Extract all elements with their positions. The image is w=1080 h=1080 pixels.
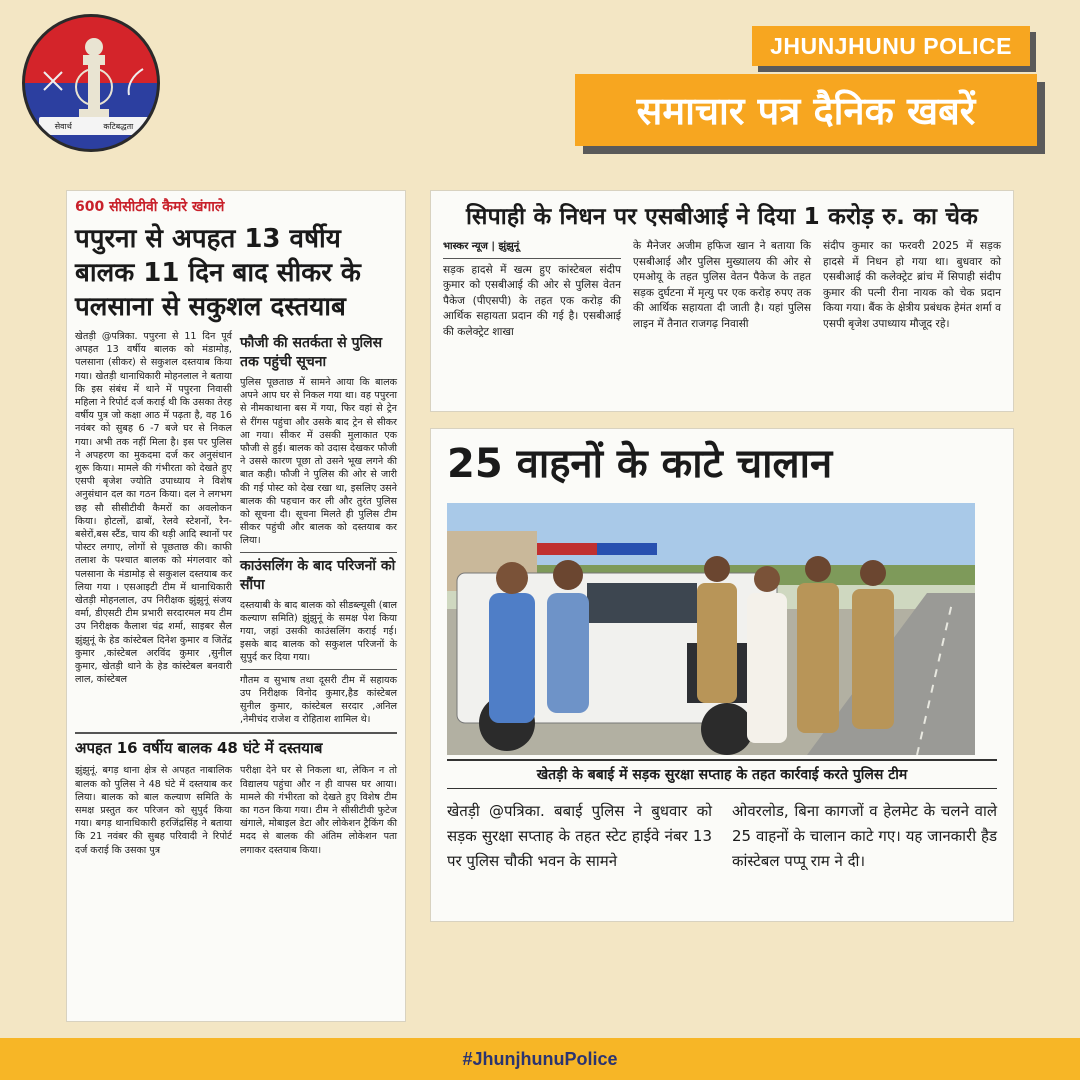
- logo-motto-left: सेवार्थ: [54, 121, 72, 131]
- page-title: समाचार पत्र दैनिक खबरें: [575, 74, 1037, 146]
- paragraph-counselling: दस्तयाबी के बाद बालक को सीडब्ल्यूसी (बाल कल्याण समिति) झुंझुनूं के समक्ष पेश किया गया, जहां उसकी काउंसलिंग कराई गई। इसके बाद बालक को सकुशल परिजनों के सुपुर्द कर दिया गया।: [240, 599, 397, 664]
- paragraph-team: गौतम व सुभाष तथा दूसरी टीम में सहायक उप निरीक्षक विनोद कुमार,हैड कांस्टेबल सुनील कुमार, कांस्टेबल सरदार ,अनिल ,नेमीचंद राजेश व रोहिताश शामिल थे।: [240, 674, 397, 726]
- clipping-column-2: ओवरलोड, बिना कागजों व हेलमेट के चलने वाले 25 वाहनों के चालान काटे गए। यह जानकारी हैड कांस्टेबल पप्पू राम ने दी।: [732, 802, 997, 870]
- clipping-headline-2: अपहत 16 वर्षीय बालक 48 घंटे में दस्तयाब: [75, 732, 397, 758]
- news-clipping-sbi-cheque: [430, 190, 1014, 412]
- clipping-byline: भास्कर न्यूज | झुंझुनूं: [443, 239, 621, 259]
- logo-motto-right: कटिबद्धता: [103, 121, 134, 131]
- police-team-photo-illustration: [447, 503, 975, 755]
- clipping-headline: 25 वाहनों के काटे चालान: [447, 441, 833, 487]
- clipping-columns: [447, 799, 997, 874]
- clipping-columns-2: [75, 764, 397, 856]
- clipping-column-2: के मैनेजर अजीम हफिज खान ने बताया कि एसबीआई और पुलिस मुख्यालय की ओर से एमओयू के तहत पुलिस वेतन पैकेज के तहत सड़क दुर्घटना में मृत्यु पर एक करोड़ रुपए तक की आर्थिक सहायता दी जाती है। यहां पुलिस लाइन में तैनात राजगढ़ निवासी: [633, 240, 811, 330]
- column-divider: [240, 552, 397, 553]
- clipping-columns: [443, 239, 1001, 341]
- crossed-swords-icon: [41, 69, 65, 93]
- paragraph-soldier: पुलिस पूछताछ में सामने आया कि बालक अपने आप घर से निकल गया था। वह पपुरना से नीमकाथाना बस में गया, फिर वहां से ट्रेन से रींगस पहुंचा और उसके बाद ट्रेन से सीकर आ गया। सीकर में उसकी मुलाकात एक फौजी से हुई। बालक को उदास देखकर फौजी ने उससे कारण पूछा तो उसने भूख लगने की बात कही। फौजी ने पुलिस की ओर से जारी की गई पोस्ट को देख रखा था, इसलिए उसने बालक की पहचान कर ली और तुरंत पुलिस को सूचना दी। सूचना मिलते ही पुलिस टीम सीकर पहुंची और बालक को दस्तयाब कर लिया।: [240, 377, 397, 547]
- clipping-kicker: 600 सीसीटीवी कैमरे खंगाले: [75, 199, 225, 215]
- footer-hashtag: #JhunjhunuPolice: [0, 1038, 1080, 1080]
- subheading-counselling: काउंसलिंग के बाद परिजनों को सौंपा: [240, 557, 396, 593]
- laurel-icon: [125, 67, 147, 97]
- clipping-column-4: परीक्षा देने घर से निकला था, लेकिन न तो विद्यालय पहुंचा और न ही वापस घर आया। मामले की गंभीरता को देखते हुए विशेष टीम का गठन किया गया। टीम ने सीसीटीवी फुटेज खंगाले, मोबाइल डेटा और लोकेशन ट्रैकिंग की मदद से बालक की अंतिम लोकेशन पता लगाकर दस्तयाब किया।: [240, 765, 397, 856]
- news-photo: [447, 503, 975, 755]
- logo-motto-banner: [39, 117, 149, 135]
- clipping-column-3: झुंझुनूं. बगड़ थाना क्षेत्र से अपहत नाबालिक बालक को पुलिस ने 48 घंटे में दस्तयाब कर लिया। बालक को बाल कल्याण समिति के समक्ष प्रस्तुत कर परिजन को सुपुर्द किया गया। बगड़ थानाधिकारी हरजिंद्रसिंह ने बताया कि 21 नवंबर की सुबह परिवादी ने रिपोर्ट दर्ज कराई कि उसका पुत्र: [75, 765, 232, 856]
- clipping-column-1: [443, 239, 621, 341]
- lion-capital-emblem-icon: [69, 35, 119, 123]
- subheading-soldier: फौजी की सतर्कता से पुलिस तक पहुंची सूचना: [240, 335, 383, 370]
- clipping-column-3: संदीप कुमार का फरवरी 2025 में सड़क हादसे में निधन हो गया था। बुधवार को एसबीआई की कलेक्ट्रेट ब्रांच में सिपाही संदीप कुमार की पत्नी रीना नायक को चेक प्रदान किया गया। बैंक के क्षेत्रीय प्रबंधक हेमंत शर्मा व एसपी बृजेश उपाध्याय मौजूद रहे।: [823, 240, 1001, 330]
- clipping-column-1: खेतड़ी @पत्रिका. पपुरना से 11 दिन पूर्व अपहत 13 वर्षीय बालक को मंडामोड़, पलसाना (सीकर) से सकुशल दस्तयाब किया गया। खेतड़ी थानाधिकारी मोहनलाल ने बताया कि इस संबंध में थाने में पपुरना निवासी महिला ने रिपोर्ट दर्ज कराई थी कि उसका तेरह वर्षीय पुत्र जो कक्षा आठ में पढ़ता है, वह 16 नवंबर को सुबह 6 -7 बजे घर से निकल गया। अभी तक नहीं मिला है। इस पर पुलिस ने अपहरण का मुकदमा दर्ज कर अनुसंधान शुरू किया। मामले की गंभीरता को देखते हुए एसपी बृजेश ज्योति उपाध्याय ने विशेष अनुसंधान दल का गठन किया। दल ने लगभग छह सौ सीसीटीवी कैमरों का अवलोकन किया। होटलों, ढाबों, रेलवे स्टेशनों, रैन-बसेरों,बस स्टैंड, चाय की थड़ी आदि स्थानों पर पोस्टर लगाए, लोगों से पूछताछ की। काफी तलाश के पश्चात बालक को मंगलवार को पलसाना के मंडामोड़ से सकुशल दस्तयाब कर लिया गया । एसआइटी टीम में थानाधिकारी खेतड़ी मोहनलाल, उप निरीक्षक झुंझुनूं संजय वर्मा, डीएसटी टीम प्रभारी सरदारमल मय टीम उप निरीक्षक कैलाश चंद्र शर्मा, साइबर सैल झुंझुनूं के हेड कांस्टेबल दिनेश कुमार व जितेंद्र कुमार ,कांस्टेबल अरविंद कुमार ,सुनील कुमार, खेतड़ी थाने के हेड कांस्टेबल बनवारी लाल, कांस्टेबल: [75, 331, 232, 686]
- news-clipping-challan: [430, 428, 1014, 922]
- news-clipping-kidnap: [66, 190, 406, 1022]
- clipping-paragraph-1: सड़क हादसे में खत्म हुए कांस्टेबल संदीप कुमार को एसबीआई की ओर से पुलिस वेतन पैकेज (पीएसपी) के तहत एक करोड़ की आर्थिक सहायता प्रदान की गई है। एसबीआई की कलेक्ट्रेट शाखा: [443, 263, 621, 338]
- clipping-headline: सिपाही के निधन पर एसबीआई ने दिया 1 करोड़ रु. का चेक: [465, 204, 979, 230]
- police-logo: [22, 14, 160, 152]
- clipping-columns: [75, 330, 397, 726]
- photo-caption: खेतड़ी के बबाई में सड़क सुरक्षा सप्ताह के तहत कार्रवाई करते पुलिस टीम: [447, 759, 997, 789]
- clipping-headline: पपुरना से अपहत 13 वर्षीय बालक 11 दिन बाद सीकर के पलसाना से सकुशल दस्तयाब: [75, 224, 361, 322]
- clipping-column-2: [240, 330, 397, 726]
- clipping-column-1: खेतड़ी @पत्रिका. बबाई पुलिस ने बुधवार को सड़क सुरक्षा सप्ताह के तहत स्टेट हाईवे नंबर 13 पर पुलिस चौकी भवन के सामने: [447, 802, 712, 870]
- brand-title: JHUNJHUNU POLICE: [752, 26, 1030, 66]
- column-divider: [240, 669, 397, 670]
